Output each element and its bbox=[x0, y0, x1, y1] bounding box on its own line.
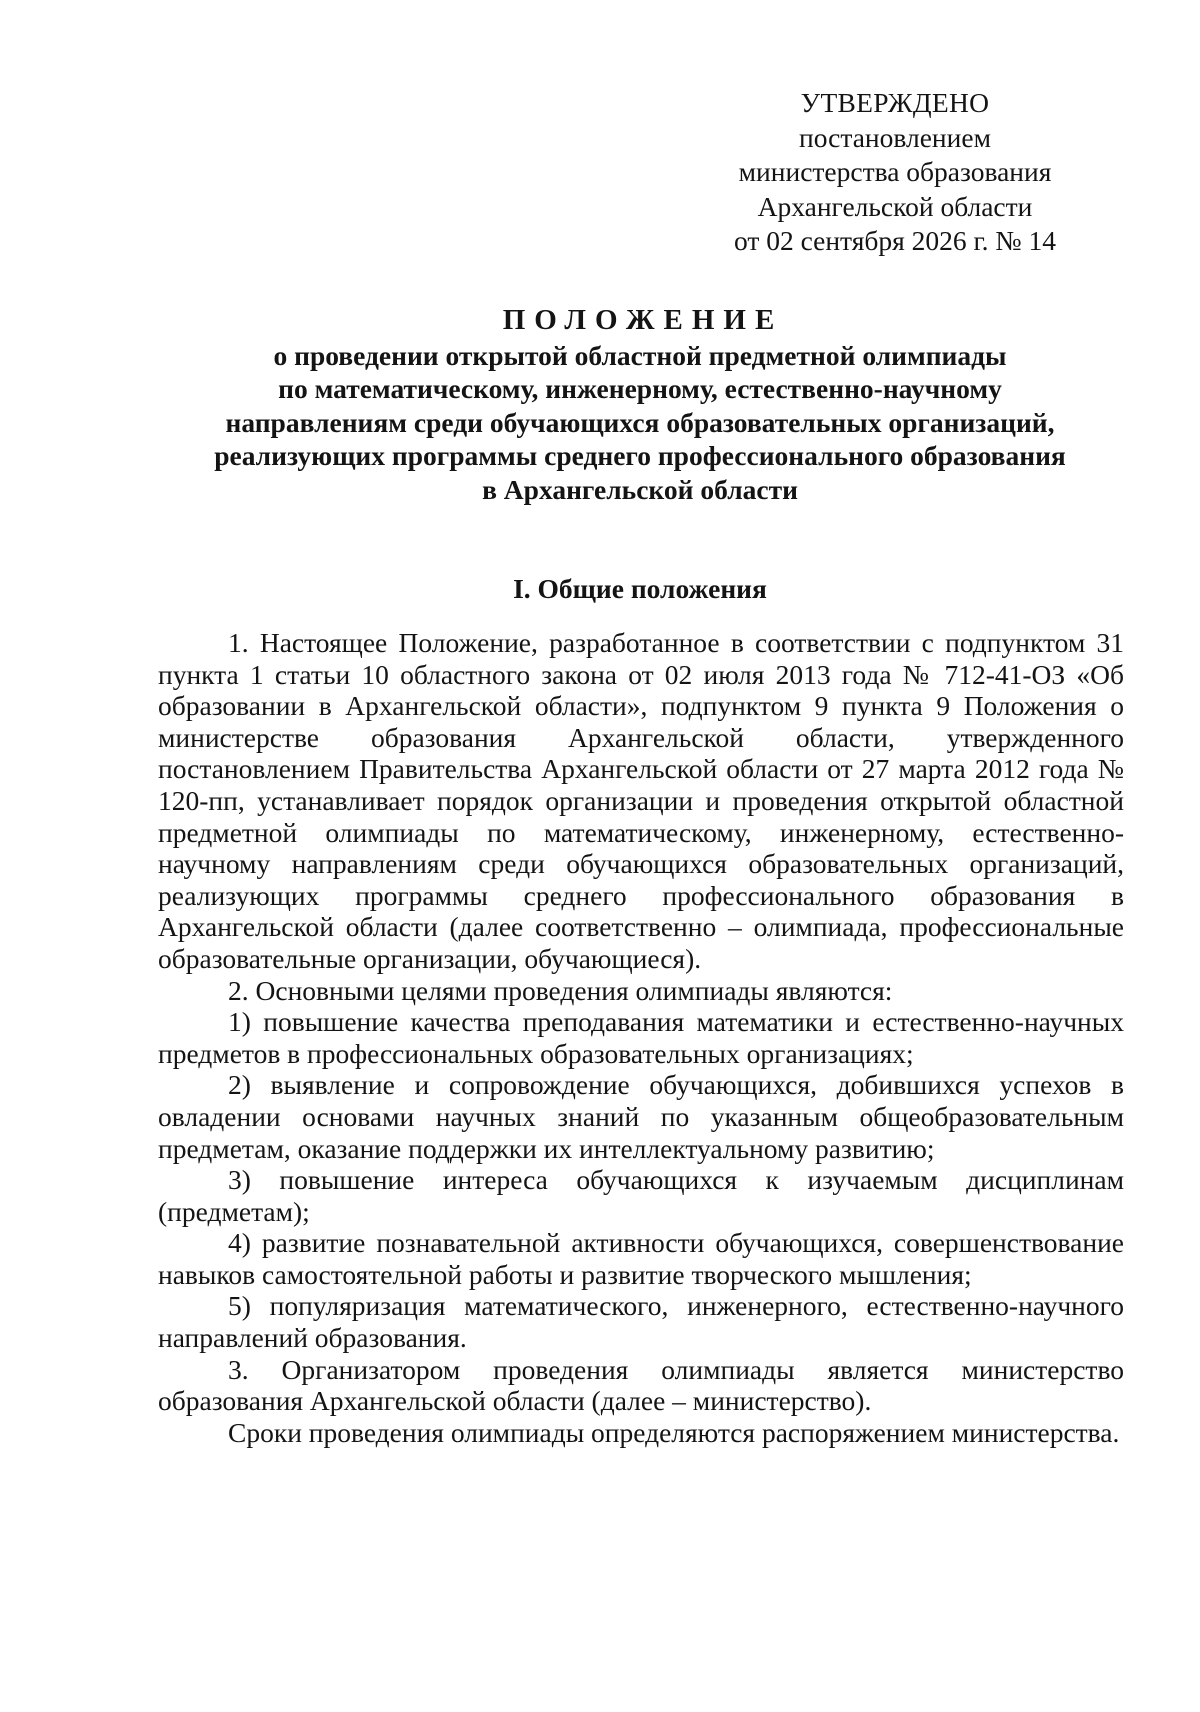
goal-item-2: 2) выявление и сопровождение обучающихся, добившихся успехов в овладении основами научных знаний по указанным общеобразовательным предметам, оказание поддержки их интеллектуальному развитию; bbox=[158, 1069, 1124, 1164]
approval-date-number: от 02 сентября 2026 г. № 14 bbox=[733, 225, 1057, 256]
document-title-block bbox=[120, 304, 1160, 506]
paragraph-3: 3. Организатором проведения олимпиады является министерство образования Архангельской области (далее – министерство). bbox=[158, 1353, 1124, 1417]
goal-item-5: 5) популяризация математического, инженерного, естественно-научного направлений образования. bbox=[158, 1290, 1124, 1354]
goal-item-1: 1) повышение качества преподавания математики и естественно-научных предметов в профессиональных образовательных организациях; bbox=[158, 1006, 1124, 1069]
document-body bbox=[158, 627, 1124, 1448]
document-subtitle-line: направлениям среди обучающихся образовательных организаций, bbox=[225, 406, 1055, 438]
goal-item-3: 3) повышение интереса обучающихся к изучаемым дисциплинам (предметам); bbox=[158, 1164, 1124, 1227]
document-subtitle-line: в Архангельской области bbox=[482, 473, 798, 505]
approval-stamp bbox=[715, 86, 1075, 259]
paragraph-terms: Сроки проведения олимпиады определяются распоряжением министерства. bbox=[228, 1416, 1120, 1448]
goal-item-4: 4) развитие познавательной активности обучающихся, совершенствование навыков самостоятельной работы и развитие творческого мышления; bbox=[158, 1227, 1124, 1290]
section-heading: I. Общие положения bbox=[513, 573, 767, 604]
document-subtitle-line: по математическому, инженерному, естественно-научному bbox=[278, 373, 1002, 404]
approval-heading: УТВЕРЖДЕНО bbox=[800, 87, 990, 118]
paragraph-1: 1. Настоящее Положение, разработанное в соответствии с подпунктом 31 пункта 1 статьи 10 областного закона от 02 июля 2013 года № 712-41-ОЗ «Об образовании в Архангельской области», подпунктом 9 пункта 9 Положения о министерстве образования Архангельской области, утвержденного постановлением Правительства Архангельской области от 27 марта 2012 года № 120-пп, устанавливает порядок организации и проведения открытой областной предметной олимпиады по математическому, инженерному, естественно-научному направлениям среди обучающихся образовательных организаций, реализующих программы среднего профессионального образования в Архангельской области (далее соответственно – олимпиада, профессиональные образовательные организации, обучающиеся). bbox=[158, 627, 1124, 974]
document-subtitle-line: реализующих программы среднего профессионального образования bbox=[214, 440, 1066, 471]
approval-line: Архангельской области bbox=[757, 190, 1033, 222]
document-title: ПОЛОЖЕНИЕ bbox=[502, 304, 784, 336]
paragraph-2: 2. Основными целями проведения олимпиады являются: bbox=[228, 974, 893, 1006]
document-subtitle-line: о проведении открытой областной предметной олимпиады bbox=[273, 339, 1007, 371]
approval-line: министерства образования bbox=[738, 156, 1052, 187]
approval-line: постановлением bbox=[799, 121, 991, 153]
